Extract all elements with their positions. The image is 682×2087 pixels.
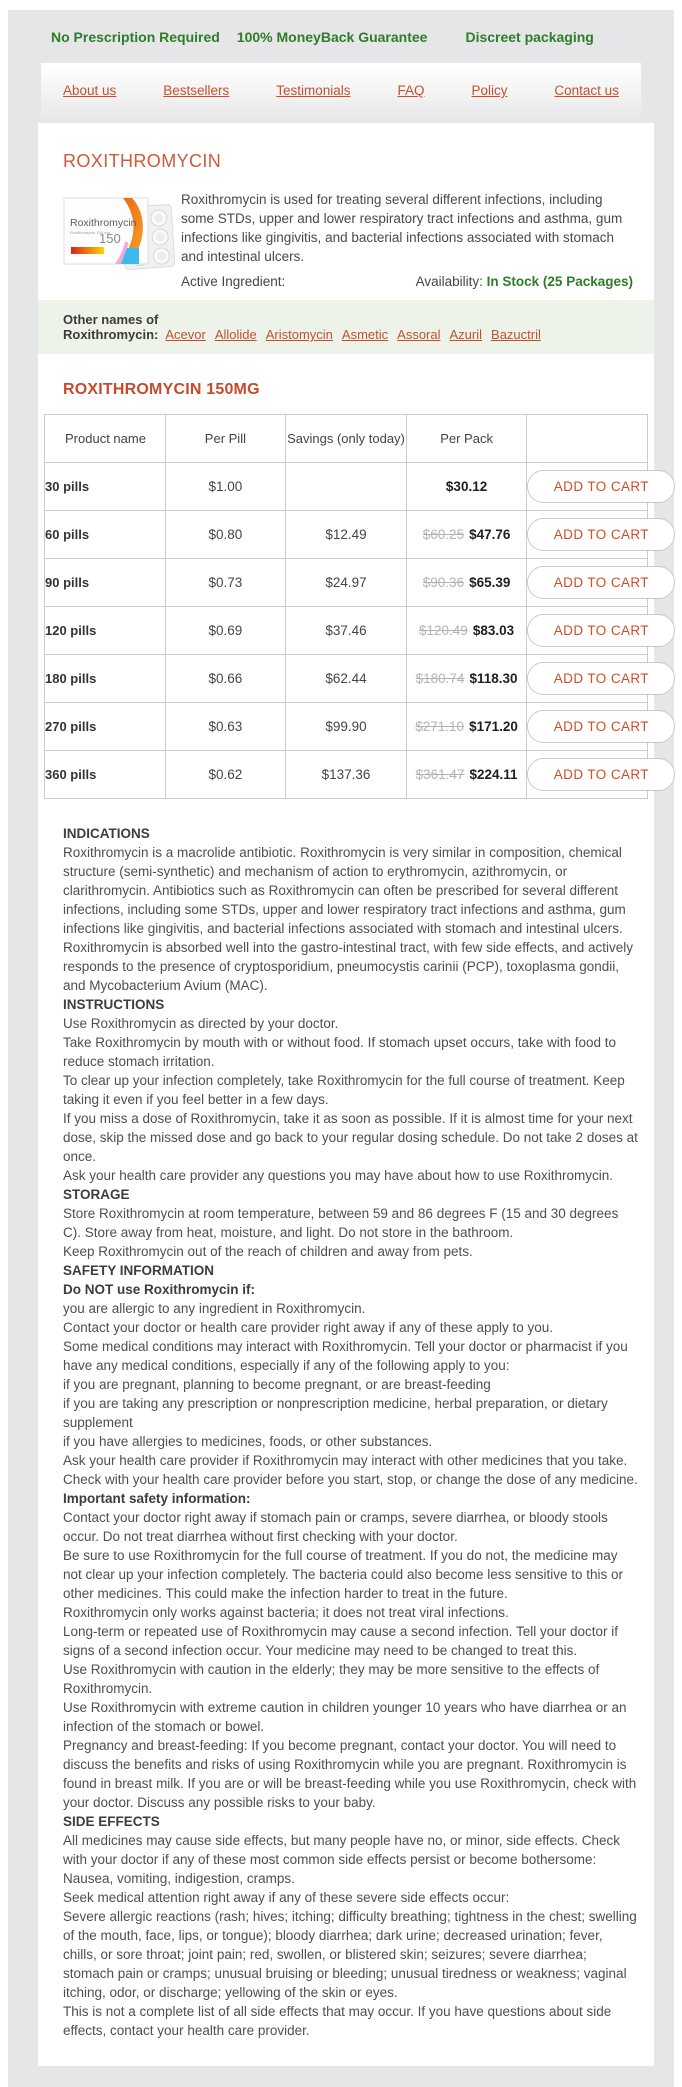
info-paragraph: Seek medical attention right away if any of these severe side effects occur: bbox=[63, 1890, 510, 1905]
add-to-cart-cell bbox=[527, 463, 648, 511]
savings-cell: $62.44 bbox=[286, 655, 407, 703]
savings-cell: $24.97 bbox=[286, 559, 407, 607]
info-paragraph: Nausea, vomiting, indigestion, cramps. bbox=[63, 1871, 295, 1886]
other-name-link[interactable]: Bazuctril bbox=[491, 327, 541, 342]
page-background-panel bbox=[8, 10, 674, 2087]
column-header: Per Pill bbox=[165, 415, 286, 463]
info-paragraph: if you have allergies to medicines, foods, or other substances. bbox=[63, 1434, 433, 1449]
info-paragraph: you are allergic to any ingredient in Roxithromycin. bbox=[63, 1301, 366, 1316]
pricing-table bbox=[44, 414, 648, 799]
nav-link-contact-us[interactable]: Contact us bbox=[554, 83, 619, 98]
product-name-cell: 60 pills bbox=[45, 511, 166, 559]
add-to-cart-button[interactable]: ADD TO CART bbox=[527, 710, 675, 743]
main-nav bbox=[41, 63, 641, 118]
pricing-header-row bbox=[45, 415, 648, 463]
promo-item: 100% MoneyBack Guarantee bbox=[236, 28, 428, 45]
old-price: $361.47 bbox=[415, 767, 465, 782]
per-pack-cell bbox=[406, 751, 527, 799]
info-paragraph: Severe allergic reactions (rash; hives; itching; difficulty breathing; tightness in the chest; swelling of the mouth, face, lips, or tongue); bloody diarrhea; dark urine; decreased urination; fever, chills, or sore throat; joint pain; red, swollen, or blistered skin; seizures; severe diarrhea; stomach pain or cramps; unusual bruising or bleeding; unusual tiredness or weakness; vaginal itching, odor, or discharge; yellowing of the skin or eyes. bbox=[63, 1909, 637, 2000]
savings-cell: $12.49 bbox=[286, 511, 407, 559]
info-paragraph: Roxithromycin only works against bacteria; it does not treat viral infections. bbox=[63, 1605, 509, 1620]
per-pack-cell bbox=[406, 655, 527, 703]
nav-link-faq[interactable]: FAQ bbox=[397, 83, 425, 98]
info-paragraph: This is not a complete list of all side effects that may occur. If you have questions about side effects, contact your health care provider. bbox=[63, 2004, 612, 2038]
old-price: $90.36 bbox=[422, 575, 465, 590]
pack-price: $224.11 bbox=[469, 767, 518, 782]
column-header bbox=[527, 415, 648, 463]
info-paragraph: Take Roxithromycin by mouth with or without food. If stomach upset occurs, take with food to reduce stomach irritation. bbox=[63, 1035, 617, 1069]
info-paragraph: Some medical conditions may interact with Roxithromycin. Tell your doctor or pharmacist if you have any medical conditions, especially if any of the following apply to you: bbox=[63, 1339, 628, 1373]
add-to-cart-cell bbox=[527, 703, 648, 751]
product-name-cell: 360 pills bbox=[45, 751, 166, 799]
info-paragraph: Ask your health care provider any questions you may have about how to use Roxithromycin. bbox=[63, 1168, 614, 1183]
column-header: Product name bbox=[45, 415, 166, 463]
add-to-cart-button[interactable]: ADD TO CART bbox=[527, 758, 675, 791]
dosage-heading: ROXITHROMYCIN 150MG bbox=[63, 381, 260, 398]
box-sub-text: Roxithromycin 150 mg bbox=[70, 230, 110, 235]
info-paragraph: Use Roxithromycin as directed by your doctor. bbox=[63, 1016, 339, 1031]
nav-link-policy[interactable]: Policy bbox=[471, 83, 508, 98]
savings-cell bbox=[286, 463, 407, 511]
section-heading: INDICATIONS bbox=[63, 826, 150, 841]
info-paragraph: Use Roxithromycin with caution in the elderly; they may be more sensitive to the effects of Roxithromycin. bbox=[63, 1662, 600, 1696]
other-name-link[interactable]: Asmetic bbox=[341, 327, 389, 342]
pack-price: $171.20 bbox=[469, 719, 518, 734]
add-to-cart-button[interactable]: ADD TO CART bbox=[527, 566, 675, 599]
promo-item: No Prescription Required bbox=[51, 28, 220, 45]
other-name-link[interactable]: Allolide bbox=[214, 327, 257, 342]
info-paragraph: if you are pregnant, planning to become pregnant, or are breast-feeding bbox=[63, 1377, 491, 1392]
table-row bbox=[45, 559, 648, 607]
box-dose-text: 150 bbox=[99, 231, 121, 246]
availability-label: Availability: bbox=[415, 274, 483, 289]
drug-information bbox=[63, 824, 638, 2040]
per-pack-cell bbox=[406, 703, 527, 751]
per-pill-cell: $0.73 bbox=[165, 559, 286, 607]
per-pill-cell: $1.00 bbox=[165, 463, 286, 511]
savings-cell: $99.90 bbox=[286, 703, 407, 751]
info-paragraph: Roxithromycin is a macrolide antibiotic. Roxithromycin is very similar in composition, chemical structure (semi-synthetic) and mechanism of action to erythromycin, azithromycin, or clarithromycin. Antibiotics such as Roxithromycin can often be prescribed for several different infections, including some STDs, upper and lower respiratory tract infections and asthma, gum infections like gingivitis, and bacterial infections associated with stomach and intestinal ulcers. Roxithromycin is absorbed well into the gastro-intestinal tract, with few side effects, and actively responds to the presence of cryptosporidium, pneumocystis carinii (PCP), toxoplasma gondii, and Mycobacterium Avium (MAC). bbox=[63, 845, 634, 993]
table-row bbox=[45, 703, 648, 751]
product-description: Roxithromycin is used for treating several different infections, including some STDs, upper and lower respiratory tract infections and asthma, gum infections like gingivitis, and bacterial infections associated with stomach and intestinal ulcers. bbox=[181, 192, 623, 264]
pack-price: $65.39 bbox=[469, 575, 511, 590]
table-row bbox=[45, 655, 648, 703]
info-paragraph: Long-term or repeated use of Roxithromycin may cause a second infection. Tell your doctor if signs of a second infection occur. Your medicine may need to be changed to treat this. bbox=[63, 1624, 619, 1658]
section-heading: INSTRUCTIONS bbox=[63, 997, 165, 1012]
old-price: $180.74 bbox=[415, 671, 465, 686]
old-price: $271.10 bbox=[415, 719, 465, 734]
info-paragraph: Be sure to use Roxithromycin for the full course of treatment. If you do not, the medicine may not clear up your infection completely. The bacteria could also become less sensitive to this or other medicines. This could make the infection harder to treat in the future. bbox=[63, 1548, 624, 1601]
product-name-cell: 180 pills bbox=[45, 655, 166, 703]
product-name-cell: 120 pills bbox=[45, 607, 166, 655]
table-row bbox=[45, 607, 648, 655]
column-header: Per Pack bbox=[406, 415, 527, 463]
add-to-cart-cell bbox=[527, 751, 648, 799]
nav-link-testimonials[interactable]: Testimonials bbox=[276, 83, 351, 98]
table-row bbox=[45, 751, 648, 799]
content-card bbox=[38, 123, 654, 2066]
column-header: Savings (only today) bbox=[286, 415, 407, 463]
section-heading: SAFETY INFORMATION bbox=[63, 1263, 214, 1278]
info-paragraph: Ask your health care provider if Roxithromycin may interact with other medicines that you take. Check with your health care provider before you start, stop, or change the dose of any medicine. bbox=[63, 1453, 638, 1487]
info-paragraph: Contact your doctor or health care provider right away if any of these apply to you. bbox=[63, 1320, 554, 1335]
info-paragraph: if you are taking any prescription or nonprescription medicine, herbal preparation, or dietary supplement bbox=[63, 1396, 608, 1430]
box-brand-text: Roxithromycin bbox=[70, 217, 137, 229]
stock-status: In Stock (25 Packages) bbox=[486, 274, 633, 289]
other-names-label: Other names of Roxithromycin: bbox=[63, 312, 159, 342]
per-pill-cell: $0.63 bbox=[165, 703, 286, 751]
availability bbox=[416, 272, 633, 291]
info-paragraph: Important safety information: bbox=[63, 1491, 251, 1506]
product-meta bbox=[181, 272, 633, 291]
info-paragraph: Keep Roxithromycin out of the reach of children and away from pets. bbox=[63, 1244, 473, 1259]
per-pack-cell bbox=[406, 463, 527, 511]
pack-price: $30.12 bbox=[445, 479, 488, 494]
old-price: $120.49 bbox=[419, 623, 468, 638]
info-paragraph: Do NOT use Roxithromycin if: bbox=[63, 1282, 256, 1297]
other-names-bar bbox=[38, 300, 654, 354]
promo-bar bbox=[8, 10, 674, 63]
product-name-cell: 90 pills bbox=[45, 559, 166, 607]
promo-item: Discreet packaging bbox=[465, 28, 594, 45]
per-pack-cell bbox=[406, 559, 527, 607]
nav-link-bestsellers[interactable]: Bestsellers bbox=[163, 83, 230, 98]
add-to-cart-cell bbox=[527, 655, 648, 703]
info-paragraph: Pregnancy and breast-feeding: If you become pregnant, contact your doctor. You will need to discuss the benefits and risks of using Roxithromycin while you are pregnant. Roxithromycin is found in breast milk. If you are or will be breast-feeding while you use Roxithromycin, check with your doctor. Discuss any possible risks to your baby. bbox=[63, 1738, 637, 1810]
add-to-cart-cell bbox=[527, 559, 648, 607]
section-heading: SIDE EFFECTS bbox=[63, 1814, 160, 1829]
per-pill-cell: $0.62 bbox=[165, 751, 286, 799]
add-to-cart-cell bbox=[527, 607, 648, 655]
pack-price: $83.03 bbox=[472, 623, 515, 638]
nav-link-about-us[interactable]: About us bbox=[63, 83, 117, 98]
other-name-link[interactable]: Aristomycin bbox=[265, 327, 333, 342]
page-title: ROXITHROMYCIN bbox=[63, 151, 222, 171]
add-to-cart-button[interactable]: ADD TO CART bbox=[527, 614, 675, 647]
info-paragraph: Use Roxithromycin with extreme caution in children younger 10 years who have diarrhea or an infection of the stomach or bowel. bbox=[63, 1700, 627, 1734]
info-paragraph: All medicines may cause side effects, but many people have no, or minor, side effects. Check with your doctor if any of these most common side effects persist or become bothersome: bbox=[63, 1833, 621, 1867]
savings-cell: $137.36 bbox=[286, 751, 407, 799]
savings-cell: $37.46 bbox=[286, 607, 407, 655]
add-to-cart-button[interactable]: ADD TO CART bbox=[527, 518, 675, 551]
info-paragraph: To clear up your infection completely, take Roxithromycin for the full course of treatment. Keep taking it even if you feel better in a few days. bbox=[63, 1073, 625, 1107]
other-name-link[interactable]: Acevor bbox=[165, 327, 206, 342]
product-summary bbox=[63, 190, 654, 291]
info-paragraph: Contact your doctor right away if stomach pain or cramps, severe diarrhea, or bloody stools occur. Do not treat diarrhea without first checking with your doctor. bbox=[63, 1510, 608, 1544]
product-name-cell: 30 pills bbox=[45, 463, 166, 511]
old-price: $60.25 bbox=[422, 527, 465, 542]
per-pack-cell bbox=[406, 607, 527, 655]
product-name-cell: 270 pills bbox=[45, 703, 166, 751]
pack-price: $47.76 bbox=[469, 527, 511, 542]
pack-price: $118.30 bbox=[469, 671, 518, 686]
table-row bbox=[45, 463, 648, 511]
product-description-block bbox=[181, 190, 633, 291]
add-to-cart-button[interactable]: ADD TO CART bbox=[527, 470, 675, 503]
other-name-link[interactable]: Azuril bbox=[449, 327, 483, 342]
section-heading: STORAGE bbox=[63, 1187, 130, 1202]
info-paragraph: If you miss a dose of Roxithromycin, take it as soon as possible. If it is almost time for your next dose, skip the missed dose and go back to your regular dosing schedule. Do not take 2 doses at once. bbox=[63, 1111, 638, 1164]
per-pill-cell: $0.66 bbox=[165, 655, 286, 703]
other-name-link[interactable]: Assoral bbox=[397, 327, 441, 342]
add-to-cart-cell bbox=[527, 511, 648, 559]
active-ingredient-label: Active Ingredient: bbox=[181, 274, 286, 289]
info-paragraph: Store Roxithromycin at room temperature, between 59 and 86 degrees F (15 and 30 degrees C). Store away from heat, moisture, and light. Do not store in the bathroom. bbox=[63, 1206, 619, 1240]
per-pill-cell: $0.69 bbox=[165, 607, 286, 655]
product-image bbox=[63, 190, 175, 291]
per-pill-cell: $0.80 bbox=[165, 511, 286, 559]
per-pack-cell bbox=[406, 511, 527, 559]
table-row bbox=[45, 511, 648, 559]
add-to-cart-button[interactable]: ADD TO CART bbox=[527, 662, 675, 695]
